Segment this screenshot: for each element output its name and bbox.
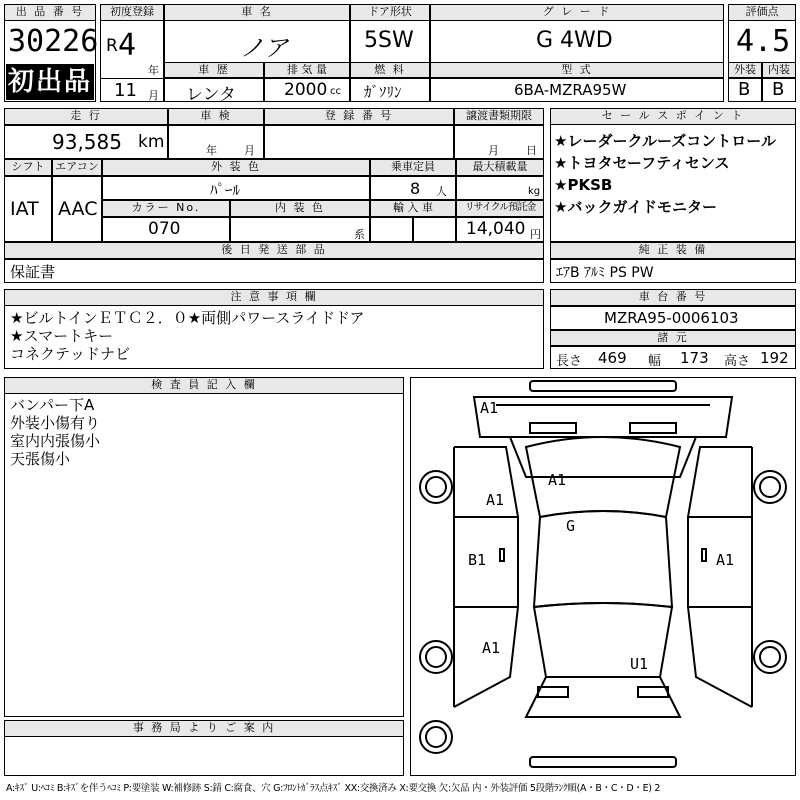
recycle-label: リサイクル預託金 — [456, 200, 544, 217]
width-label: 幅 — [648, 354, 662, 369]
mark-left-front-door: B1 — [468, 551, 487, 569]
displacement: 2000 — [284, 80, 328, 100]
inspector-label: 検 査 員 記 入 欄 — [4, 377, 404, 394]
sales-point-item: ★レーダークルーズコントロール — [554, 132, 776, 150]
car-name-label: 車 名 — [164, 4, 350, 21]
fuel-label: 燃 料 — [350, 62, 430, 78]
inspector-notes — [10, 396, 100, 468]
mileage-label: 走 行 — [4, 108, 168, 125]
specs-label: 諸 元 — [550, 330, 796, 346]
inspector-note: 室内内張傷小 — [10, 432, 101, 450]
reg-no-label: 登 録 番 号 — [264, 108, 454, 125]
lot-number-label: 出 品 番 号 — [4, 4, 96, 21]
sales-point-item: ★トヨタセーフティセンス — [554, 154, 730, 172]
import-box-a — [370, 217, 413, 242]
reg-month: 11 — [114, 80, 137, 101]
aircon: AAC — [58, 198, 98, 220]
height: 192 — [760, 349, 789, 367]
lot-number: 30226 — [8, 24, 99, 59]
model-code: 6BA-MZRA95W — [514, 81, 627, 99]
kei-unit: 系 — [354, 228, 365, 241]
grade-label: グ レ ー ド — [430, 4, 724, 21]
length: 469 — [598, 349, 627, 367]
era-letter: R — [106, 36, 118, 56]
mark-left-rear-quarter: A1 — [482, 639, 501, 657]
persons-unit: 人 — [436, 185, 447, 198]
length-label: 長さ — [556, 354, 583, 369]
sales-point-item: ★PKSB — [554, 176, 613, 194]
int-color-box — [230, 217, 370, 242]
later-parts-box — [4, 259, 544, 283]
note-item: コネクテッドナビ — [10, 345, 131, 363]
year-unit: 年 — [148, 64, 159, 77]
office-label: 事 務 局 よ り ご 案 内 — [4, 720, 404, 737]
displacement-label: 排 気 量 — [264, 62, 350, 78]
import-label: 輸 入 車 — [370, 200, 456, 217]
color-no: 070 — [148, 219, 181, 239]
first-listing-badge: 初出品 — [6, 64, 94, 100]
car-name: ノア — [240, 34, 288, 62]
cc-unit: cc — [330, 86, 341, 97]
score: 4.5 — [736, 24, 791, 59]
notes-list — [10, 309, 365, 363]
import-box-b — [413, 217, 456, 242]
legend-footer: A:ｷｽﾞ U:ﾍｺﾐ B:ｷｽﾞを伴うﾍｺﾐ P:要塗装 W:補修跡 S:錆 C:腐食、穴 G:ﾌﾛﾝﾄｶﾞﾗｽ点ｷｽﾞ XX:交換済み X:要交換 欠:欠品 内・外装評価 5段階ﾗﾝｸ順(A・B・C・D・E) 2 — [6, 783, 661, 794]
width: 173 — [680, 349, 709, 367]
car-diagram — [410, 377, 796, 776]
reg-year: 4 — [118, 28, 137, 63]
mark-left-front-fender: A1 — [486, 491, 505, 509]
mark-windshield: G — [566, 517, 576, 535]
door-label: ドア形状 — [350, 4, 430, 21]
int-color-label: 内 装 色 — [230, 200, 370, 217]
fuel: ｶﾞｿﾘﾝ — [364, 83, 402, 101]
km-unit: km — [138, 132, 165, 152]
inspector-note: バンパー下A — [10, 396, 95, 414]
due-month-unit: 月 — [488, 144, 499, 157]
mark-front-bumper: A1 — [480, 399, 499, 417]
kg-unit: kg — [528, 186, 541, 197]
genuine-equipment: ｴｱB ｱﾙﾐ PS PW — [556, 265, 654, 281]
exterior-label: 外装 — [728, 62, 762, 78]
first-reg-label: 初度登録 — [100, 4, 164, 21]
mark-right-front-door: A1 — [716, 551, 735, 569]
note-item: ★スマートキー — [10, 327, 114, 345]
notes-label: 注 意 事 項 欄 — [4, 289, 544, 306]
color-no-label: カラー No. — [102, 200, 230, 217]
reg-no-box — [264, 125, 454, 159]
shift: IAT — [10, 198, 39, 220]
sales-points-label: セ ー ル ス ポ イ ン ト — [550, 108, 796, 125]
max-load-label: 最大積載量 — [456, 159, 544, 176]
score-label: 評価点 — [728, 4, 796, 21]
chassis-label: 車 台 番 号 — [550, 289, 796, 306]
note-item: ★ビルトインＥＴＣ２．０★両側パワースライドドア — [10, 309, 365, 327]
interior-grade: B — [772, 79, 785, 100]
capacity: 8 — [410, 179, 421, 198]
sales-points-list — [554, 130, 776, 218]
height-label: 高さ — [724, 354, 751, 369]
later-parts-label: 後 日 発 送 部 品 — [4, 242, 544, 259]
mileage: 93,585 — [52, 130, 122, 154]
history: レンタ — [186, 85, 236, 105]
chassis-no: MZRA95-0006103 — [604, 309, 739, 327]
model-label: 型 式 — [430, 62, 724, 78]
door-type: 5SW — [364, 28, 414, 53]
ext-color-label: 外 装 色 — [102, 159, 370, 176]
inspection-label: 車 検 — [168, 108, 264, 125]
inspector-note: 天張傷小 — [10, 450, 71, 468]
interior-label: 内装 — [762, 62, 796, 78]
insp-year-unit: 年 — [206, 144, 217, 157]
shift-label: シフト — [4, 159, 52, 176]
sales-point-item: ★バックガイドモニター — [554, 198, 717, 216]
ext-color: ﾊﾟｰﾙ — [210, 181, 241, 199]
inspector-note: 外装小傷有り — [10, 414, 101, 432]
history-label: 車 歴 — [164, 62, 264, 78]
exterior-grade: B — [738, 79, 751, 100]
aircon-label: エアコン — [52, 159, 102, 176]
transfer-label: 譲渡書類期限 — [454, 108, 544, 125]
month-unit: 月 — [148, 89, 159, 102]
insp-month-unit: 月 — [244, 144, 255, 157]
mark-hood: A1 — [548, 471, 567, 489]
later-parts: 保証書 — [10, 263, 56, 281]
mark-rear-gate: U1 — [630, 655, 649, 673]
grade: G 4WD — [536, 28, 613, 53]
due-day-unit: 日 — [526, 144, 537, 157]
capacity-label: 乗車定員 — [370, 159, 456, 176]
recycle-fee: 14,040 — [466, 219, 526, 239]
genuine-equip-label: 純 正 装 備 — [550, 242, 796, 259]
yen-unit: 円 — [530, 228, 541, 241]
